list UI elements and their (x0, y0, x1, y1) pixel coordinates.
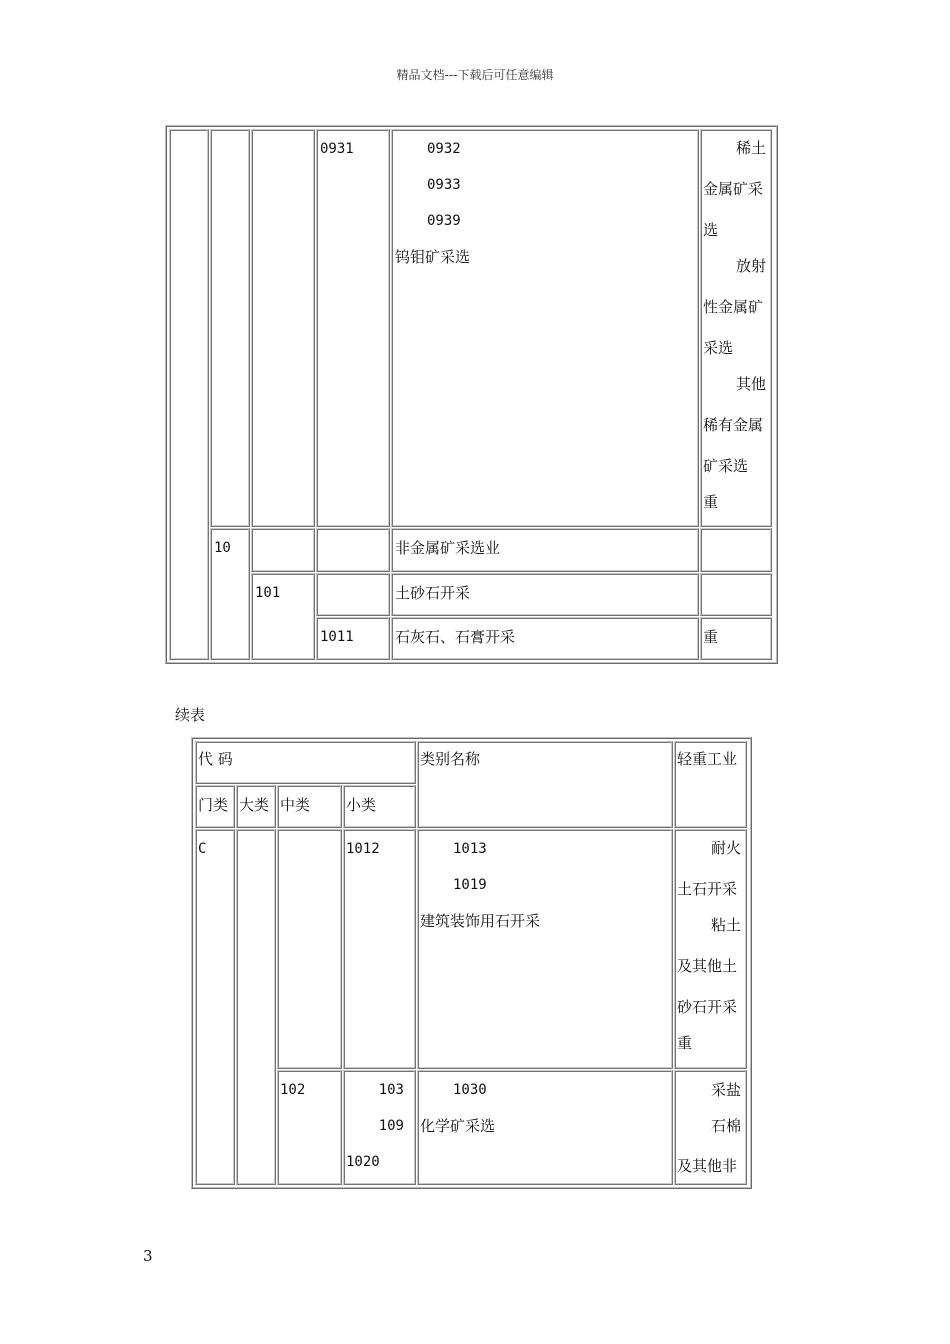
code: 0932 (427, 141, 461, 157)
category-name-cell (391, 528, 699, 572)
industry-cell: 耐火 土石开采 粘土 及其他土 砂石开采 重 (674, 829, 747, 1069)
category-name-cell (391, 617, 699, 660)
minor-cell (316, 129, 390, 527)
mid-code: 102 (280, 1082, 306, 1098)
mid-code: 101 (255, 585, 281, 601)
table-caption: 续表 (175, 706, 206, 724)
mid-cell (251, 573, 315, 660)
header-mid: 中类 (277, 785, 342, 828)
mid-cell (277, 1070, 342, 1185)
page-number: 3 (143, 1247, 153, 1265)
minor-cell (343, 829, 416, 1069)
door-code: C (198, 841, 207, 857)
industry-cell: 稀土 金属矿采 选 放射 性金属矿 采选 其他 稀有金属 矿采选 重 (700, 129, 772, 527)
code: 1019 (453, 877, 487, 893)
header-minor: 小类 (343, 785, 416, 828)
category-name-cell (391, 573, 699, 616)
header-major: 大类 (236, 785, 276, 828)
minor-code: 0931 (320, 141, 354, 157)
header-door: 门类 (195, 785, 235, 828)
table-continued-bottom (191, 737, 752, 1189)
minor-code: 1011 (320, 629, 354, 645)
category-name-cell (417, 829, 673, 1069)
major-code: 10 (214, 540, 231, 556)
header-code: 代 码 (195, 741, 416, 784)
page-header: 精品文档---下载后可任意编辑 (396, 68, 554, 82)
door-cell (169, 129, 209, 660)
category-name: 石灰石、石膏开采 (395, 628, 516, 646)
door-cell (195, 829, 235, 1185)
code: 0939 (427, 213, 461, 229)
category-name-cell (391, 129, 699, 527)
minor-code: 1012 (346, 841, 380, 857)
category-name: 建筑装饰用石开采 (420, 912, 541, 930)
minor-cell (316, 617, 390, 660)
header-category-name: 类别名称 (417, 741, 673, 828)
minor-cell (343, 1070, 416, 1185)
category-name: 钨钼矿采选 (395, 248, 471, 266)
industry-cell: 采盐 石棉 及其他非 (674, 1070, 747, 1185)
code: 0933 (427, 177, 461, 193)
industry-cell (700, 573, 772, 616)
minor-code: 103 (378, 1082, 404, 1098)
minor-code: 109 (378, 1118, 404, 1134)
minor-cell (316, 573, 390, 616)
category-name-cell (417, 1070, 673, 1185)
category-name: 非金属矿采选业 (395, 539, 501, 557)
mid-cell (251, 129, 315, 527)
major-cell (210, 528, 250, 660)
mid-cell (251, 528, 315, 572)
mid-cell (277, 829, 342, 1069)
industry-cell (700, 617, 772, 660)
category-name: 土砂石开采 (395, 584, 471, 602)
major-cell (210, 129, 250, 527)
industry-cell (700, 528, 772, 572)
code: 1013 (453, 841, 487, 857)
minor-code: 1020 (346, 1154, 380, 1170)
industry-value: 重 (703, 628, 719, 646)
table-continued-top (165, 125, 778, 664)
code: 1030 (453, 1082, 487, 1098)
header-industry: 轻重工业 (674, 741, 747, 828)
category-name: 化学矿采选 (420, 1117, 496, 1135)
minor-cell (316, 528, 390, 572)
major-cell (236, 829, 276, 1185)
